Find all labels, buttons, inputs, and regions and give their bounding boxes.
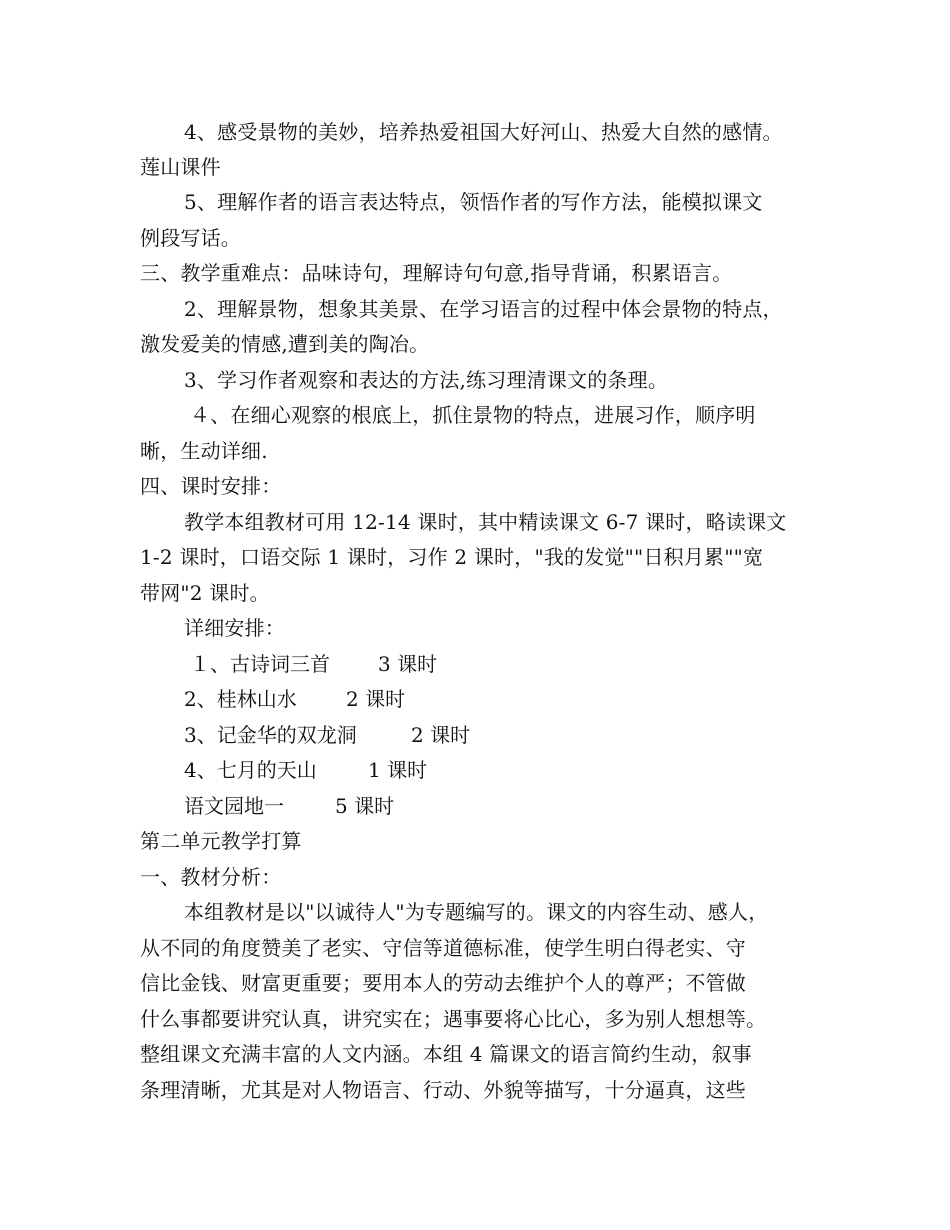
text-line: 5、理解作者的语言表达特点，领悟作者的写作方法，能模拟课文 bbox=[184, 190, 763, 214]
schedule-hours: 2 课时 bbox=[346, 687, 406, 711]
unit-title: 第二单元教学打算 bbox=[140, 829, 302, 853]
text-line: 什么事都要讲究认真，讲究实在；遇事要将心比心，多为别人想想等。 bbox=[140, 1007, 767, 1031]
schedule-item: 3、记金华的双龙洞 bbox=[184, 723, 357, 747]
schedule-item: １、古诗词三首 bbox=[190, 652, 330, 676]
text-line: 1-2 课时，口语交际 1 课时，习作 2 课时，"我的发觉""日积月累""宽 bbox=[140, 545, 764, 569]
text-line: 2、理解景物，想象其美景、在学习语言的过程中体会景物的特点， bbox=[184, 297, 783, 321]
text-line: 晰，生动详细. bbox=[140, 439, 268, 463]
text-line: 条理清晰，尤其是对人物语言、行动、外貌等描写，十分逼真，这些 bbox=[140, 1078, 746, 1102]
text-line: 莲山课件 bbox=[140, 155, 221, 179]
schedule-item: 4、七月的天山 bbox=[184, 758, 317, 782]
text-line: 本组教材是以"以诚待人"为专题编写的。课文的内容生动、感人， bbox=[184, 900, 769, 924]
text-line: 例段写话。 bbox=[140, 226, 241, 250]
text-line: 信比金钱、财富更重要；要用本人的劳动去维护个人的尊严；不管做 bbox=[140, 971, 746, 995]
text-line: 激发爱美的情感,遭到美的陶冶。 bbox=[140, 332, 430, 356]
text-line: 整组课文充满丰富的人文内涵。本组 4 篇课文的语言简约生动，叙事 bbox=[140, 1042, 752, 1066]
text-line: 4、感受景物的美妙，培养热爱祖国大好河山、热爱大自然的感情。 bbox=[184, 120, 783, 144]
schedule-hours: 2 课时 bbox=[411, 723, 471, 747]
text-line: ４、在细心观察的根底上，抓住景物的特点，进展习作，顺序明 bbox=[190, 403, 756, 427]
section-heading: 一、教材分析： bbox=[140, 865, 282, 889]
text-line: 从不同的角度赞美了老实、守信等道德标准，使学生明白得老实、守 bbox=[140, 936, 746, 960]
text-line: 带网"2 课时。 bbox=[140, 581, 270, 605]
text-line: 详细安排： bbox=[184, 616, 285, 640]
schedule-item: 2、桂林山水 bbox=[184, 687, 297, 711]
schedule-hours: 3 课时 bbox=[378, 652, 438, 676]
section-heading: 三、教学重难点：品味诗句，理解诗句句意,指导背诵，积累语言。 bbox=[140, 261, 733, 285]
text-line: 3、学习作者观察和表达的方法,练习理清课文的条理。 bbox=[184, 368, 669, 392]
section-heading: 四、课时安排： bbox=[140, 474, 282, 498]
schedule-hours: 5 课时 bbox=[335, 794, 395, 818]
text-line: 教学本组教材可用 12-14 课时，其中精读课文 6-7 课时，略读课文 bbox=[184, 510, 787, 534]
schedule-hours: 1 课时 bbox=[368, 758, 428, 782]
schedule-item: 语文园地一 bbox=[184, 794, 284, 818]
